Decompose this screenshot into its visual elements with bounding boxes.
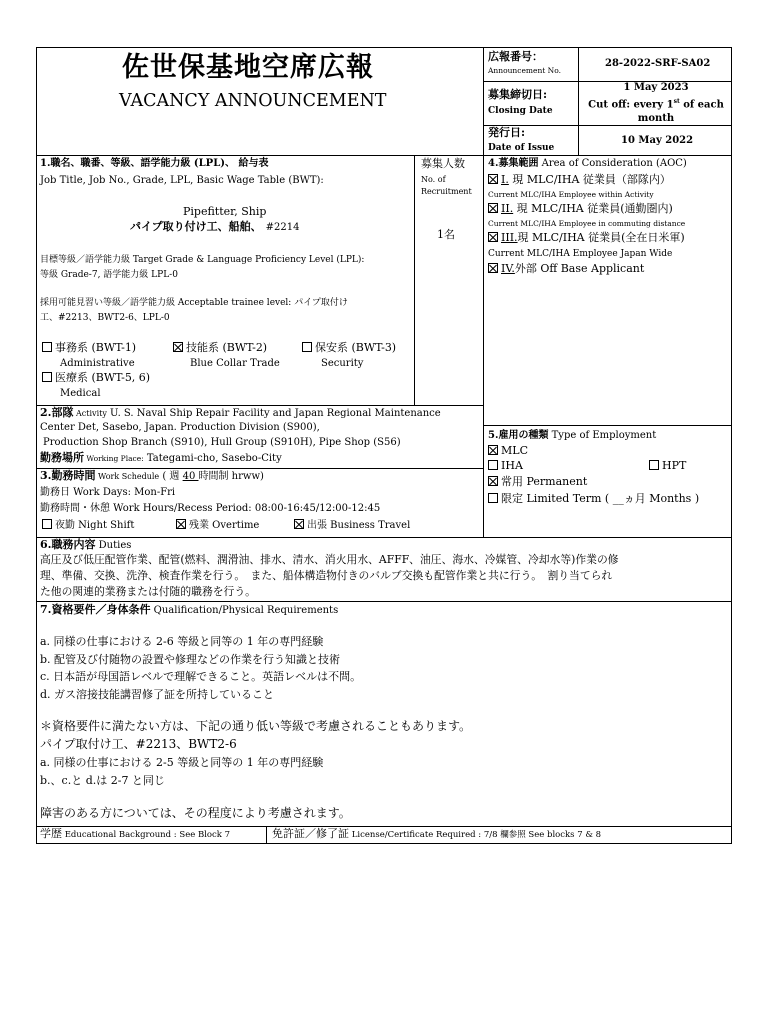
license-required: 免許証／修了証 License/Certificate Required : 7/8 欄参照 See blocks 7 & 8 xyxy=(272,827,602,840)
checkbox-checked[interactable] xyxy=(176,519,186,529)
issue-date-label-en: Date of Issue xyxy=(488,143,555,153)
activity-text: Center Det, Sasebo, Japan. Production Division (S900), xyxy=(40,422,320,433)
checkbox[interactable] xyxy=(649,460,659,470)
announcement-no-label-en: Announcement No. xyxy=(488,66,562,75)
duties-text: た他の関連的業務または付随的職務を行う。 xyxy=(40,585,256,598)
issue-date: 10 May 2022 xyxy=(621,135,694,146)
title-jp: 佐世保基地空席広報 xyxy=(122,52,374,83)
block6-heading: 6.職務内容 Duties xyxy=(40,538,132,551)
divider xyxy=(483,425,732,426)
divider xyxy=(36,405,483,406)
aoc-option-3-en: Current MLC/IHA Employee Japan Wide xyxy=(488,249,673,259)
recruitment-label-en: No. of xyxy=(421,175,446,184)
lower-grade-note: ＊資格要件に満たない方は、下記の通り低い等級で考慮されることもあります。 xyxy=(40,719,472,733)
divider xyxy=(36,537,732,538)
work-hours: 勤務時間・休憩 Work Hours/Recess Period: 08:00-16:45/12:00-12:45 xyxy=(40,503,381,514)
aoc-option-2: II. 現 MLC/IHA 従業員(通勤圏内) xyxy=(488,203,673,216)
issue-date-label: 発行日: xyxy=(488,126,526,139)
lower-grade-title: パイプ取付け工、#2213、BWT2-6 xyxy=(40,737,237,751)
mlc-option: MLC xyxy=(488,445,528,458)
divider xyxy=(266,826,267,844)
announcement-no-label: 広報番号： xyxy=(488,50,543,63)
activity-text: Production Shop Branch (S910), Hull Group (S910H), Pipe Shop (S56) xyxy=(43,437,401,448)
working-place: 勤務場所 Working Place: Tategami-cho, Sasebo-City xyxy=(40,451,282,464)
block4-heading: 4.募集範囲 Area of Consideration (AOC) xyxy=(488,158,687,169)
disability-note: 障害のある方については、その程度により考慮されます。 xyxy=(40,806,351,820)
permanent-option: 常用 Permanent xyxy=(488,476,587,489)
announcement-no: 28-2022-SRF-SA02 xyxy=(605,58,711,69)
checkbox-checked[interactable] xyxy=(488,203,498,213)
aoc-option-4: IV.外部 Off Base Applicant xyxy=(488,263,644,276)
block2-heading: 2.部隊 Activity U. S. Naval Ship Repair Facility and Japan Regional Maintenance xyxy=(40,406,441,419)
duties-text: 理、準備、交換、洗浄、検査作業を行う。 また、船体構造物付きのバルブ交換も配管作業と共に行う。 割り当てられ xyxy=(40,569,613,582)
requirement-b: b. 配管及び付随物の設置や修理などの作業を行う知識と技術 xyxy=(40,653,341,666)
divider xyxy=(578,47,579,155)
requirement-c: c. 日本語が母国語レベルで理解できること。英語レベルは不問。 xyxy=(40,670,362,683)
limited-term-option: 限定 Limited Term ( __ヵ月 Months ) xyxy=(488,493,699,506)
security-option-en: Security xyxy=(321,358,364,369)
block5-heading: 5.雇用の種類 Type of Employment xyxy=(488,430,657,441)
target-grade: 等級 Grade-7, 語学能力級 LPL-0 xyxy=(40,270,178,280)
divider xyxy=(414,155,415,405)
block7-heading: 7.資格要件／身体条件 Qualification/Physical Requirements xyxy=(40,603,339,616)
education-background: 学歴 Educational Background : See Block 7 xyxy=(40,827,231,840)
block3-heading: 3.勤務時間 Work Schedule ( 週 40 時間制 hrww) xyxy=(40,469,264,482)
job-title-jp: パイプ取り付け工、船舶、 #2214 xyxy=(130,220,300,233)
divider xyxy=(36,155,732,156)
blue-collar-option: 技能系 (BWT-2) xyxy=(173,342,267,355)
aoc-option-1: I. 現 MLC/IHA 従業員（部隊内） xyxy=(488,174,671,187)
aoc-option-2-en: Current MLC/IHA Employee in commuting distance xyxy=(488,219,686,228)
recruitment-count: 1名 xyxy=(437,228,455,241)
closing-date: 1 May 2023 Cut off: every 1st of each month xyxy=(588,82,724,125)
checkbox-checked[interactable] xyxy=(488,263,498,273)
recruitment-label: 募集人数 xyxy=(421,157,465,170)
job-title-en: Pipefitter, Ship xyxy=(183,205,267,218)
blue-collar-option-en: Blue Collar Trade xyxy=(190,358,280,369)
checkbox[interactable] xyxy=(302,342,312,352)
duties-text: 高圧及び低圧配管作業、配管(燃料、潤滑油、排水、清水、消火用水、AFFF、油圧、海水、冷媒管、冷却水等)作業の修 xyxy=(40,553,619,566)
hpt-option: HPT xyxy=(649,460,686,473)
target-grade: 目標等級／語学能力級 Target Grade & Language Proficiency Level (LPL): xyxy=(40,255,365,265)
lower-grade-a: a. 同様の仕事における 2-5 等級と同等の 1 年の専門経験 xyxy=(40,756,324,769)
lower-grade-b: b.、c.と d.は 2-7 と同じ xyxy=(40,774,165,787)
divider xyxy=(36,468,483,469)
checkbox-checked[interactable] xyxy=(488,232,498,242)
checkbox[interactable] xyxy=(42,519,52,529)
closing-date-label-en: Closing Date xyxy=(488,106,553,116)
recruitment-label-en: Recruitment xyxy=(421,187,472,196)
checkbox[interactable] xyxy=(42,342,52,352)
title-en: VACANCY ANNOUNCEMENT xyxy=(119,91,387,111)
divider xyxy=(36,826,732,827)
divider xyxy=(36,601,732,602)
checkbox-checked[interactable] xyxy=(488,445,498,455)
business-travel-option: 出張 Business Travel xyxy=(294,519,410,532)
admin-option: 事務系 (BWT-1) xyxy=(42,342,136,355)
divider xyxy=(483,47,484,537)
night-shift-option: 夜勤 Night Shift xyxy=(42,519,134,532)
requirement-d: d. ガス溶接技能講習修了証を所持していること xyxy=(40,688,275,701)
medical-option-en: Medical xyxy=(60,388,101,399)
checkbox[interactable] xyxy=(42,372,52,382)
checkbox-checked[interactable] xyxy=(294,519,304,529)
iha-option: IHA xyxy=(488,460,523,473)
checkbox-checked[interactable] xyxy=(173,342,183,352)
aoc-option-3: III.現 MLC/IHA 従業員(全在日米軍) xyxy=(488,232,685,245)
medical-option: 医療系 (BWT-5, 6) xyxy=(42,372,150,385)
aoc-option-1-en: Current MLC/IHA Employee within Activity xyxy=(488,190,654,199)
requirement-a: a. 同様の仕事における 2-6 等級と同等の 1 年の専門経験 xyxy=(40,635,324,648)
overtime-option: 残業 Overtime xyxy=(176,519,259,532)
checkbox-checked[interactable] xyxy=(488,476,498,486)
trainee-level: 採用可能見習い等級／語学能力級 Acceptable trainee level: パイプ取付け xyxy=(40,298,348,308)
checkbox[interactable] xyxy=(488,493,498,503)
block1-heading-en: Job Title, Job No., Grade, LPL, Basic Wage Table (BWT): xyxy=(40,175,324,186)
security-option: 保安系 (BWT-3) xyxy=(302,342,396,355)
checkbox-checked[interactable] xyxy=(488,174,498,184)
checkbox[interactable] xyxy=(488,460,498,470)
block1-heading: 1.職名、職番、等級、語学能力級 (LPL)、 給与表 xyxy=(40,158,269,169)
closing-date-label: 募集締切日: xyxy=(488,88,548,101)
trainee-level: 工、#2213、BWT2-6、LPL-0 xyxy=(40,313,170,323)
work-days: 勤務日 Work Days: Mon-Fri xyxy=(40,487,176,498)
admin-option-en: Administrative xyxy=(60,358,135,369)
